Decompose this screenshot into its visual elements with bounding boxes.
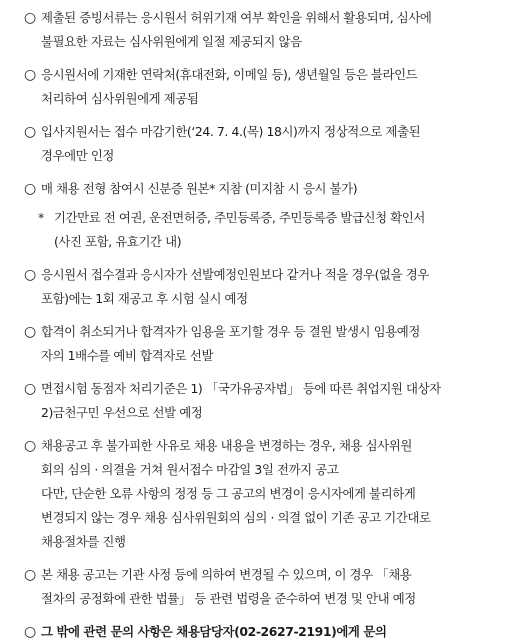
item-text-line: 처리하여 심사위원에게 제공됨 (41, 91, 199, 106)
list-item (24, 563, 524, 611)
circle-bullet: ○ (24, 67, 37, 83)
item-text-line: 본 채용 공고는 기관 사정 등에 의하여 변경될 수 있으며, 이 경우 「채용 (41, 567, 412, 582)
list-item (24, 263, 524, 311)
item-text-line: 채용절차를 진행 (41, 534, 126, 549)
item-text-line: 제출된 증빙서류는 응시원서 허위기재 여부 확인을 위해서 활용되며, 심사에 (41, 10, 432, 25)
item-text-line: 경우에만 인정 (41, 148, 114, 163)
circle-bullet: ○ (24, 267, 37, 283)
item-text-line: 변경되지 않는 경우 채용 심사위원회의 심의 · 의결 없이 기존 공고 기간대로 (41, 510, 431, 525)
item-text-line: 응시원서 접수결과 응시자가 선발예정인원보다 같거나 적을 경우(없을 경우 (41, 267, 429, 282)
circle-bullet: ○ (24, 324, 37, 340)
list-item (24, 6, 524, 54)
asterisk-mark: * (38, 210, 45, 225)
list-item (24, 320, 524, 368)
circle-bullet: ○ (24, 381, 37, 397)
item-text-line: 2)금천구민 우선으로 선발 예정 (41, 405, 203, 420)
list-item (24, 177, 524, 201)
item-text-line: 매 채용 전형 참여시 신분증 원본* 지참 (미지참 시 응시 불가) (41, 181, 358, 196)
item-text-line: 자의 1배수를 예비 합격자로 선발 (41, 348, 214, 363)
footnote (24, 206, 524, 254)
list-item-contact (24, 620, 524, 644)
list-item (24, 434, 524, 554)
circle-bullet: ○ (24, 181, 37, 197)
list-item (24, 120, 524, 168)
item-text-line: 회의 심의 · 의결을 거쳐 원서접수 마감일 3일 전까지 공고 (41, 462, 339, 477)
list-item (24, 63, 524, 111)
circle-bullet: ○ (24, 624, 37, 640)
item-text-line: 다만, 단순한 오류 사항의 정정 등 그 공고의 변경이 응시자에게 불리하게 (41, 486, 416, 501)
circle-bullet: ○ (24, 124, 37, 140)
footnote-text-line: (사진 포함, 유효기간 내) (54, 234, 182, 249)
item-text-line: 불필요한 자료는 심사위원에게 일절 제공되지 않음 (41, 34, 302, 49)
list-item (24, 377, 524, 425)
circle-bullet: ○ (24, 10, 37, 26)
item-text-line: 응시원서에 기재한 연락처(휴대전화, 이메일 등), 생년월일 등은 블라인드 (41, 67, 418, 82)
item-text-line: 포함)에는 1회 재공고 후 시험 실시 예정 (41, 291, 248, 306)
item-text-line: 합격이 취소되거나 합격자가 임용을 포기할 경우 등 결원 발생시 임용예정 (41, 324, 420, 339)
circle-bullet: ○ (24, 567, 37, 583)
item-text-line: 입사지원서는 접수 마감기한(‘24. 7. 4.(목) 18시)까지 정상적으로 제출된 (41, 124, 421, 139)
item-text-line: 면접시험 동점자 처리기준은 1) 「국가유공자법」 등에 따른 취업지원 대상자 (41, 381, 441, 396)
contact-text-line: 그 밖에 관련 문의 사항은 채용담당자(02-2627-2191)에게 문의 (41, 624, 387, 639)
footnote-text-line: 기간만료 전 여권, 운전면허증, 주민등록증, 주민등록증 발급신청 확인서 (54, 210, 425, 225)
item-text-line: 채용공고 후 불가피한 사유로 채용 내용을 변경하는 경우, 채용 심사위원 (41, 438, 412, 453)
circle-bullet: ○ (24, 438, 37, 454)
item-text-line: 절차의 공정화에 관한 법률」 등 관련 법령을 준수하여 변경 및 안내 예정 (41, 591, 416, 606)
